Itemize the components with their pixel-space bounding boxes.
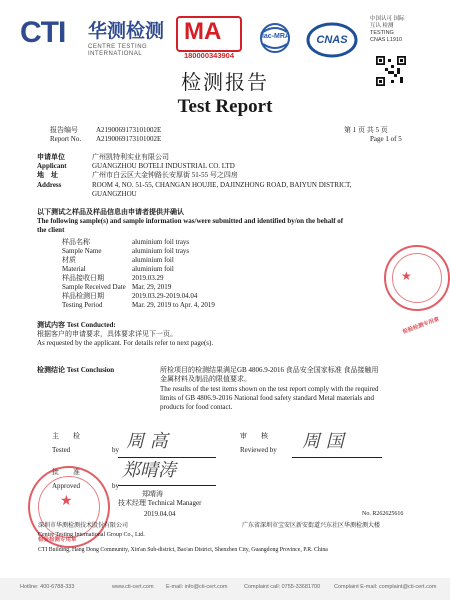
seal-inner-ring [392,253,442,303]
reviewed-en-label: Reviewed by [240,446,277,454]
approved-signature: 郑晴涛 [122,460,176,481]
sample-row-label: 样品检测日期 [62,292,104,300]
test-conducted-title: 测试内容 Test Conducted: [37,321,116,329]
ilac-mra-logo [252,22,298,58]
approved-en-label: Approved [52,482,80,490]
applicant-cn-value: 广州凯特利实业有限公司 [92,153,169,161]
cnas-caption [370,16,406,44]
footer-email[interactable]: E-mail: info@cti-cert.com [166,584,228,590]
conclusion-en-1: The results of the test items shown on the test report comply with the required [160,385,379,393]
sample-intro-en-2: the client [37,226,65,234]
report-no-en-label: Report No. [50,135,82,143]
seal-left-text: 检验检测专用章 [38,537,77,543]
tested-signature-line [118,457,216,458]
conclusion-cn-1: 所检项目的检测结果满足GB 4806.9-2016 食品安全国家标准 食品接触用 [160,366,379,374]
applicant-en-label: Applicant [37,162,67,170]
company-name-en: Centre Testing International Group Co., Ltd. [38,532,145,538]
sample-row-label: Sample Name [62,247,102,255]
company-address-en: CTI Building, Hang Dong Community, Xin'an Sub-district, Bao'an District, Shenzhen City, Guangdong Province, P.R. China [38,547,328,553]
cti-logo-cn: 华测检测 [88,20,165,42]
sample-intro-en-1: The following sample(s) and sample information was/were submitted and identified by/on the behalf of [37,217,344,225]
sample-row-label: Sample Received Date [62,283,126,291]
reviewed-signature: 周 国 [302,431,344,452]
sample-row-label: 样品名称 [62,238,90,246]
footer-complaint-call: Complaint call: 0755-33681700 [244,584,321,590]
approved-by: by [112,482,119,490]
address-en-value-2: GUANGZHOU [92,190,137,198]
tested-en-label: Tested [52,446,71,454]
company-address-cn: 广东省深圳市宝安区新安街道兴东社区华测检测大楼 [242,523,381,529]
address-cn-label: 地 址 [37,171,58,179]
cnas-logo-text: CNAS [316,34,348,46]
tested-by: by [112,446,119,454]
cnas-caption-en: TESTING [370,30,394,36]
seal-star-icon: ★ [401,269,412,283]
address-en-value-1: ROOM 4, NO. 51-55, CHANGAN HOUJIE, DAJINZHONG ROAD, BAIYUN DISTRICT, [92,181,352,189]
ma-logo-text: MA [184,18,222,45]
report-no-value: A2190069173101002E [96,126,162,134]
company-name-cn: 深圳市华测检测技术股份有限公司 [38,523,129,529]
title-cn: 检测报告 [181,70,269,94]
sample-row-value: aluminium foil [132,256,174,264]
approved-signature-line [118,485,216,486]
tested-signature: 周 高 [126,431,168,452]
sample-row-value: Mar. 29, 2019 to Apr. 4, 2019 [132,301,215,309]
applicant-cn-label: 申请单位 [37,153,65,161]
reviewed-signature-line [292,457,382,458]
approved-title: 技术经理 Technical Manager [118,499,202,507]
sample-row-label: Testing Period [62,301,103,309]
inspection-seal-right [384,245,450,311]
sample-row-value: Mar. 29, 2019 [132,283,172,291]
title-en: Test Report [177,96,273,117]
report-no-value-en: A2190069173101002E [96,135,162,143]
page-count-en: Page 1 of 5 [370,135,402,143]
sample-row-value: 2019.03.29 [132,274,164,282]
seal-right-text: 检验检测专用章 [401,316,441,336]
sample-row-label: Material [62,265,86,273]
reviewed-cn-label: 审 核 [240,432,268,440]
cti-logo [20,16,170,57]
footer-hotline: Hotline: 400-6788-333 [20,584,75,590]
applicant-en-value: GUANGZHOU BOTELI INDUSTRIAL CO. LTD [92,162,235,170]
approved-name: 郑晴涛 [142,490,163,498]
conclusion-label: 检测结论 Test Conclusion [37,366,115,374]
cti-logo-en: CENTRE TESTING INTERNATIONAL [88,44,148,57]
approved-date: 2019.04.04 [144,510,176,518]
sample-row-value: aluminium foil trays [132,238,190,246]
ma-logo [176,16,242,60]
sample-row-value: aluminium foil trays [132,247,190,255]
footer-complaint-email[interactable]: Complaint E-mail: complaint@cti-cert.com [334,584,437,590]
test-conducted-en: As requested by the applicant. For details refer to next page(s). [37,339,214,347]
ma-number: 180000343904 [183,51,235,60]
address-en-label: Address [37,181,62,189]
footer-web[interactable]: www.cti-cert.com [112,584,154,590]
cnas-logo [306,20,358,60]
seal-star-icon: ★ [60,493,73,509]
document-number: No. R262625616 [362,511,404,517]
page-count-cn: 第 1 页 共 5 页 [344,126,388,134]
approved-cn-label: 批 准 [52,468,80,476]
ilac-text: ilac-MRA [260,33,290,40]
sample-row-value: 2019.03.29-2019.04.04 [132,292,198,300]
conclusion-en-3: products for food contact. [160,403,233,411]
sample-row-label: 材质 [62,256,76,264]
conclusion-cn-2: 金属材料及制品的限值要求。 [160,375,251,383]
conclusion-en-2: limits of GB 4806.9-2016 National food safety standard Metal materials and [160,394,375,402]
report-no-cn-label: 报告编号 [50,126,78,134]
test-conducted-cn: 根据客户的申请要求，具体要求详见下一页。 [37,330,177,338]
sample-row-value: aluminium foil [132,265,174,273]
sample-row-label: 样品接收日期 [62,274,104,282]
address-cn-value: 广州市白云区大金钟路长安厚街 51-55 号之四房 [92,171,238,179]
sample-intro-cn: 以下测试之样品及样品信息由申请者提供并确认 [37,208,184,216]
cnas-caption-cn: 中国认可 国际互认 检测 [370,16,405,29]
tested-cn-label: 主 检 [52,432,80,440]
cti-logo-mark: CTI [20,16,66,49]
cnas-caption-num: CNAS L1910 [370,37,403,43]
